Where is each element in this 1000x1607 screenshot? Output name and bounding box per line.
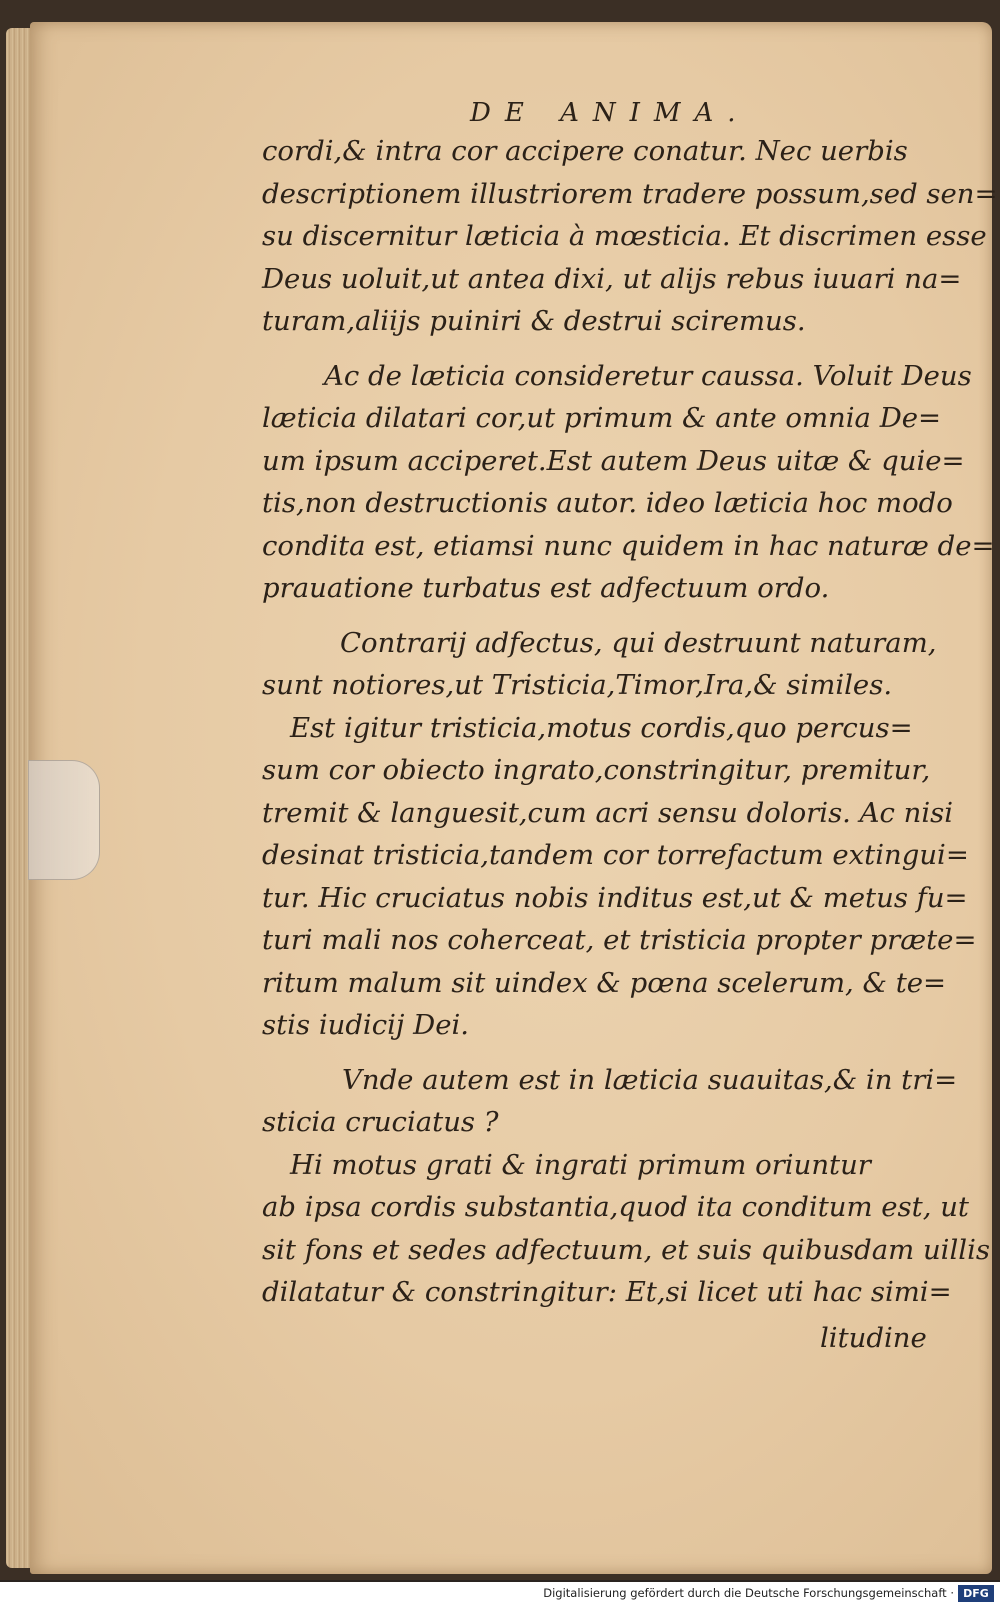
text-line: tremit & languesit,cum acri sensu doloris. Ac nisi xyxy=(262,796,954,829)
paragraph-start: Hi motus grati & ingrati primum oriuntur xyxy=(290,1148,871,1181)
text-line: Deus uoluit,ut antea dixi, ut alijs rebus iuuari na= xyxy=(262,262,962,295)
digitization-footer xyxy=(0,1582,1000,1607)
text-line: prauatione turbatus est adfectuum ordo. xyxy=(262,572,830,604)
text-line: turam,aliijs puiniri & destrui sciremus. xyxy=(262,305,806,337)
text-line: sticia cruciatus ? xyxy=(262,1106,499,1138)
paragraph-start: Contrarij adfectus, qui destruunt naturam, xyxy=(340,626,937,659)
text-line: sit fons et sedes adfectuum, et suis quibusdam uillis xyxy=(262,1233,990,1266)
text-line: sunt notiores,ut Tristicia,Timor,Ira,& similes. xyxy=(262,669,893,701)
paragraph-start: Vnde autem est in læticia suauitas,& in tri= xyxy=(342,1063,958,1096)
text-line: ab ipsa cordis substantia,quod ita conditum est, ut xyxy=(262,1191,969,1223)
text-line: desinat tristicia,tandem cor torrefactum extingui= xyxy=(262,839,969,871)
paragraph-start: Ac de læticia consideretur caussa. Voluit Deus xyxy=(324,359,972,392)
footer-credit: Digitalisierung gefördert durch die Deutsche Forschungsgemeinschaft · xyxy=(543,1586,954,1600)
catchword: litudine xyxy=(820,1322,927,1354)
text-line: tis,non destructionis autor. ideo læticia hoc modo xyxy=(262,487,953,519)
text-line: um ipsum acciperet.Est autem Deus uitæ & quie= xyxy=(262,444,965,477)
page-text xyxy=(262,130,998,1314)
text-line: tur. Hic cruciatus nobis inditus est,ut & metus fu= xyxy=(262,881,968,914)
text-line: descriptionem illustriorem tradere possum,sed sen= xyxy=(262,177,998,210)
text-line: cordi,& intra cor accipere conatur. Nec uerbis xyxy=(262,135,908,167)
text-line: læticia dilatari cor,ut primum & ante omnia De= xyxy=(262,402,942,434)
text-line: stis iudicij Dei. xyxy=(262,1009,470,1041)
text-line: su discernitur læticia à mœsticia. Et discrimen esse xyxy=(262,220,987,252)
text-line: turi mali nos coherceat, et tristicia propter præte= xyxy=(262,924,977,956)
text-line: dilatatur & constringitur: Et,si licet uti hac simi= xyxy=(262,1276,952,1308)
text-line: ritum malum sit uindex & pœna scelerum, & te= xyxy=(262,966,947,999)
paragraph-start: Est igitur tristicia,motus cordis,quo percus= xyxy=(290,711,913,744)
text-line: sum cor obiecto ingrato,constringitur, premitur, xyxy=(262,754,931,786)
text-line: condita est, etiamsi nunc quidem in hac naturæ de= xyxy=(262,529,995,562)
page-clip xyxy=(28,760,100,880)
dfg-logo-icon: DFG xyxy=(958,1585,994,1602)
running-title: DE ANIMA. xyxy=(470,98,750,128)
